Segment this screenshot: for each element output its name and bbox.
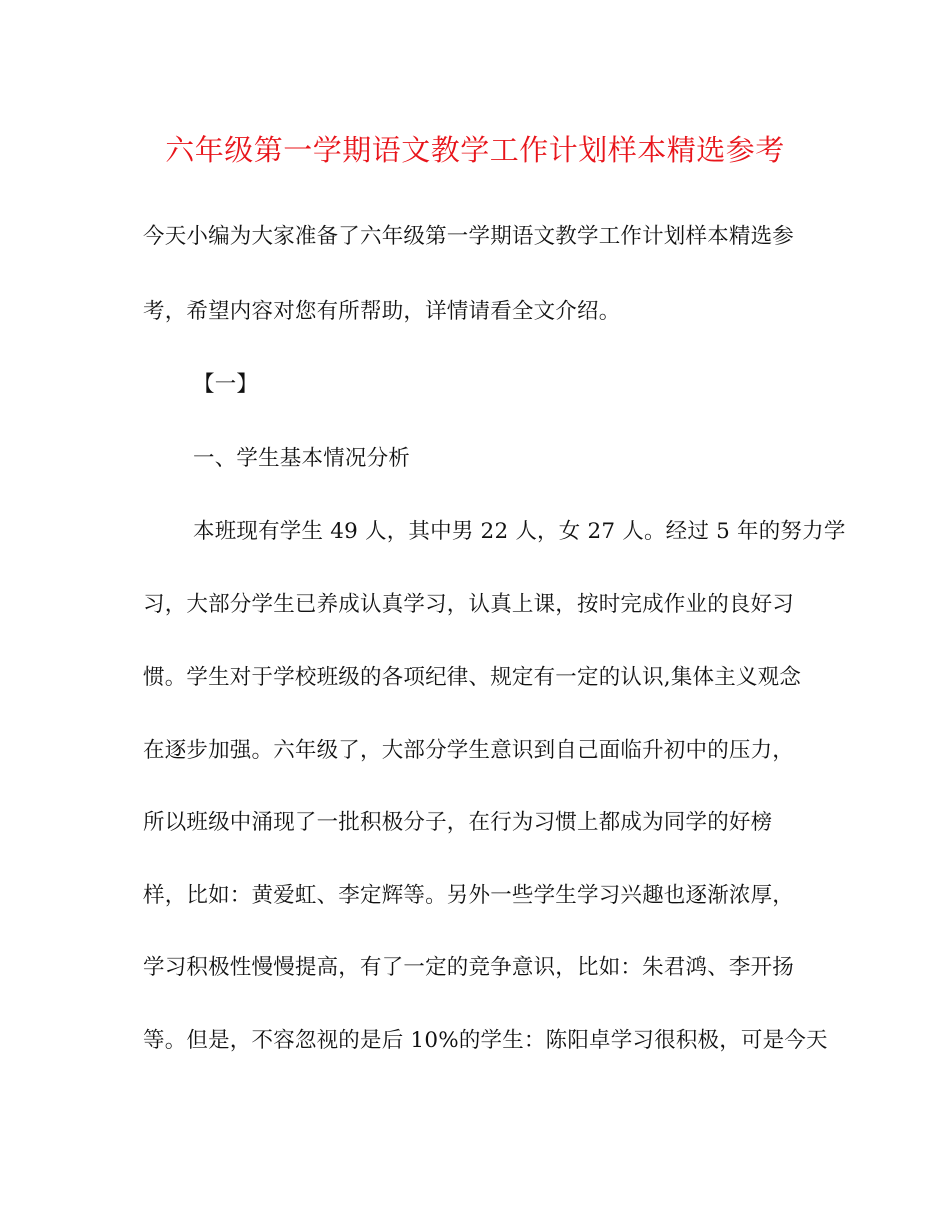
paragraph-line-5: 所以班级中涌现了一批积极分子，在行为习惯上都成为同学的好榜 <box>143 810 773 835</box>
section-marker: 【一】 <box>193 372 259 397</box>
paragraph-line-2: 习，大部分学生已养成认真学习，认真上课，按时完成作业的良好习 <box>143 592 795 617</box>
paragraph-line-4: 在逐步加强。六年级了，大部分学生意识到自己面临升初中的压力， <box>143 738 795 763</box>
document-title: 六年级第一学期语文教学工作计划样本精选参考 <box>165 133 785 167</box>
paragraph-line-8: 等。但是，不容忽视的是后 10%的学生：陈阳卓学习很积极，可是今天 <box>143 1028 828 1053</box>
intro-line-2: 考，希望内容对您有所帮助，详情请看全文介绍。 <box>143 299 621 324</box>
paragraph-line-6: 样，比如：黄爱虹、李定辉等。另外一些学生学习兴趣也逐渐浓厚， <box>143 883 795 908</box>
intro-line-1: 今天小编为大家准备了六年级第一学期语文教学工作计划样本精选参 <box>143 224 795 249</box>
paragraph-line-3: 惯。学生对于学校班级的各项纪律、规定有一定的认识,集体主义观念 <box>143 665 802 690</box>
paragraph-line-7: 学习积极性慢慢提高，有了一定的竞争意识，比如：朱君鸿、李开扬 <box>143 955 795 980</box>
section-heading: 一、学生基本情况分析 <box>193 446 411 471</box>
paragraph-line-1: 本班现有学生 49 人，其中男 22 人，女 27 人。经过 5 年的努力学 <box>193 519 846 544</box>
